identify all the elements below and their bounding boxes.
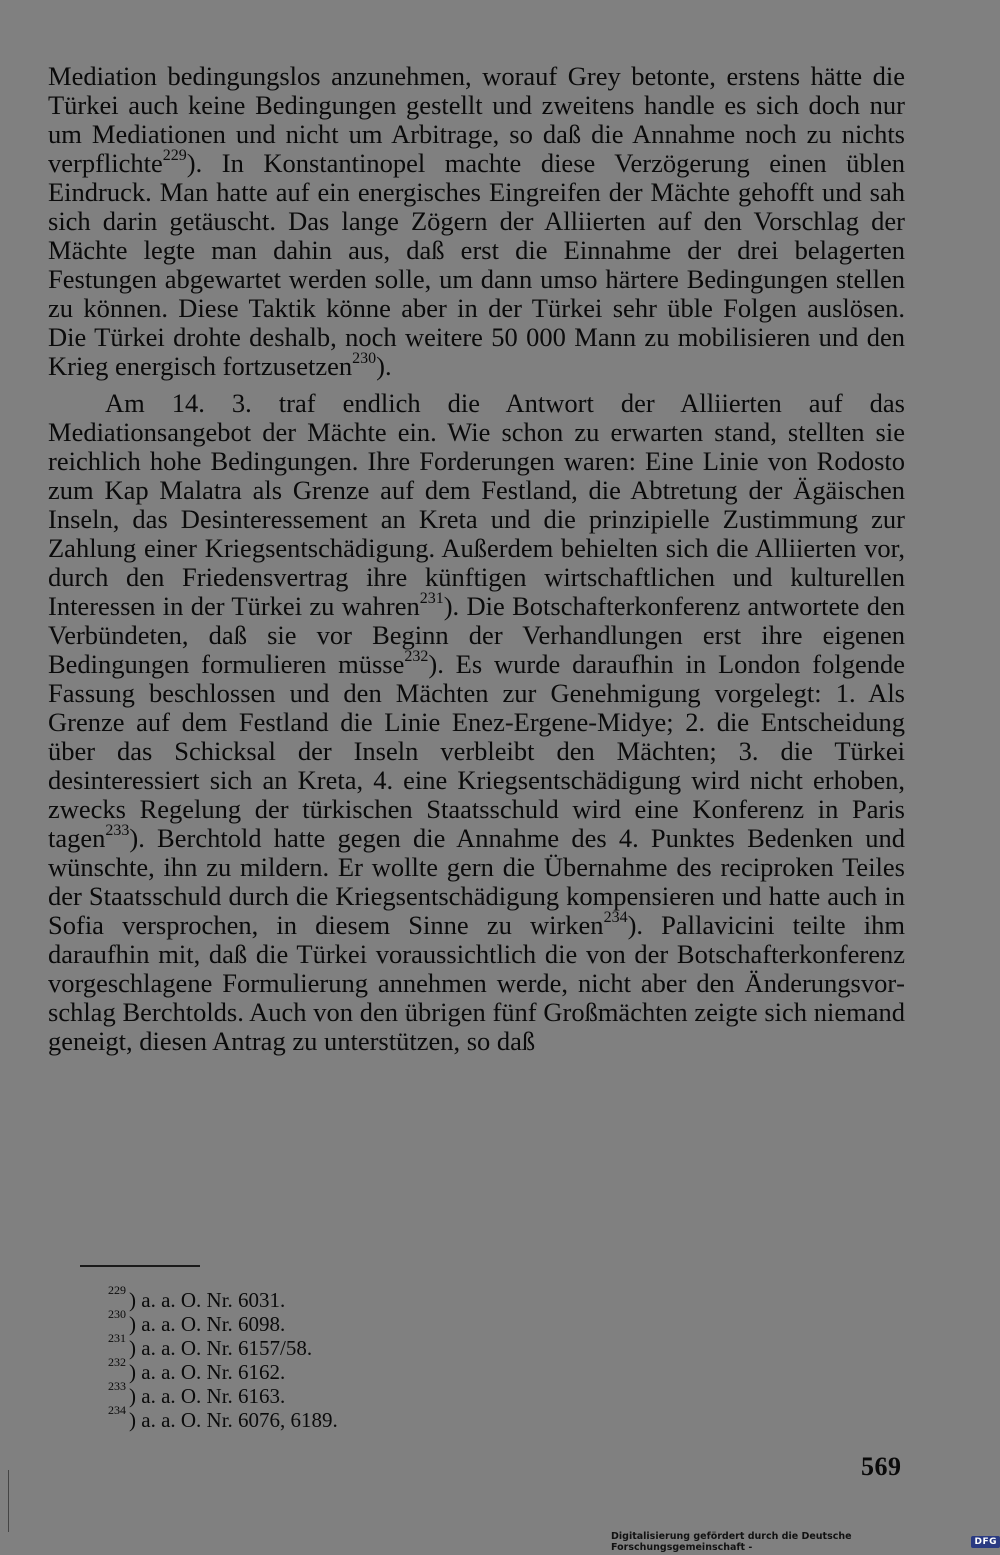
footnote-reference: 234 — [603, 909, 628, 927]
footnote-separator — [80, 1265, 200, 1267]
footnote-list — [108, 1283, 338, 1432]
footnote-number: 231 — [108, 1331, 126, 1345]
footnote-reference: 231 — [419, 590, 444, 608]
footnote-text: ) a. a. O. Nr. 6157/58. — [129, 1336, 313, 1360]
footnote-reference: 233 — [105, 822, 130, 840]
footnote-number: 232 — [108, 1355, 126, 1369]
footnote-number: 234 — [108, 1403, 126, 1417]
dfg-logo-icon: DFG — [971, 1536, 1000, 1548]
page-number: 569 — [861, 1452, 902, 1481]
text-run: Mediation bedingungslos anzunehmen, worauf Grey betonte, erstens hätte die Türkei auch keine Bedingungen gestellt und zweitens handle es sich doch nur um Mediationen und nicht um Arbitrage, so daß die Annahme noch zu nichts verpflichte — [48, 61, 905, 178]
footnote-reference: 230 — [352, 350, 377, 368]
footnote-item — [108, 1355, 338, 1384]
footnote-item — [108, 1331, 338, 1360]
text-run: ). Pallavicini teilte ihm daraufhin mit, daß die Türkei voraussichtlich die von der Botschafterkonferenz vorgeschlagene Formulierung annehmen werde, nicht aber den Änderungsvorschlag Berchtolds. Auch von den übrigen fünf Großmächten zeigte sich niemand geneigt, diesen Antrag zu unterstützen, so daß — [48, 910, 905, 1056]
footnote-item — [108, 1283, 338, 1312]
text-run: ). In Konstantinopel machte diese Verzögerung einen üblen Eindruck. Man hatte auf ein energisches Eingreifen der Mächte gehofft und sah sich darin getäuscht. Das lange Zögern der Alliierten auf den Vorschlag der Mächte legte man dahin aus, daß erst die Einnahme der drei belagerten Festungen abgewartet werden solle, um dann umso härtere Bedingungen stellen zu können. Diese Taktik könne aber in der Türkei sehr üble Folgen auslösen. Die Türkei drohte deshalb, noch weitere 50 000 Mann zu mobilisieren und den Krieg energisch fortzusetzen — [48, 148, 905, 381]
footnote-text: ) a. a. O. Nr. 6163. — [129, 1384, 286, 1408]
scan-edge-line — [8, 1470, 9, 1532]
footnote-text: ) a. a. O. Nr. 6076, 6189. — [129, 1408, 338, 1432]
text-run: ). Es wurde daraufhin in London folgende Fassung beschlossen und den Mächten zur Genehmigung vorgelegt: 1. Als Grenze auf dem Festland die Linie Enez-Ergene-Midye; 2. die Entscheidung über das Schicksal der Inseln verbleibt den Mächten; 3. die Türkei desinteressiert sich an Kreta, 4. eine Kriegsentschädigung wird nicht erhoben, zwecks Regelung der türkischen Staatsschuld wird eine Konferenz in Paris tagen — [48, 649, 905, 853]
credit-text: Digitalisierung gefördert durch die Deutsche Forschungsgemeinschaft - — [611, 1531, 852, 1553]
text-run: ). Berchtold hatte gegen die Annahme des 4. Punktes Bedenken und wünschte, ihn zu mildern. Er wollte gern die Übernahme des reciproken Teiles der Staatsschuld durch die Kriegsentschädigung kompensieren und hatte auch in Sofia versprochen, in diesem Sinne zu wirken — [48, 823, 905, 940]
footnote-item — [108, 1403, 338, 1432]
text-run: ). — [376, 351, 392, 381]
footnote-number: 233 — [108, 1379, 126, 1393]
digitization-credit — [611, 1533, 1000, 1551]
text-run: ). Die Botschafterkonferenz antwortete den Verbündeten, daß sie vor Beginn der Verhandlungen erst ihre eigenen Bedingungen formulieren müsse — [48, 591, 905, 679]
footnote-item — [108, 1307, 338, 1336]
footnote-item — [108, 1379, 338, 1408]
paragraph-1 — [48, 62, 905, 381]
footnote-text: ) a. a. O. Nr. 6098. — [129, 1312, 286, 1336]
footnote-reference: 229 — [162, 147, 187, 165]
paragraph-2 — [48, 389, 905, 1056]
page-body — [48, 62, 905, 1056]
footnote-text: ) a. a. O. Nr. 6162. — [129, 1360, 286, 1384]
text-run: Am 14. 3. traf endlich die Antwort der Alliierten auf das Mediationsangebot der Mächte ein. Wie schon zu erwarten stand, stellten sie reichlich hohe Bedingungen. Ihre Forderungen waren: Eine Linie von Rodosto zum Kap Malatra als Grenze auf dem Festland, die Abtretung der Ägäischen Inseln, das Desinteressement an Kreta und die prinzipielle Zustimmung zur Zahlung einer Kriegsentschädigung. Außerdem behielten sich die Alliierten vor, durch den Friedensvertrag ihre künftigen wirtschaftlichen und kulturellen Interessen in der Türkei zu wahren — [48, 388, 905, 621]
footnote-reference: 232 — [404, 648, 429, 666]
footnote-number: 229 — [108, 1283, 126, 1297]
footnote-text: ) a. a. O. Nr. 6031. — [129, 1288, 286, 1312]
footnote-number: 230 — [108, 1307, 126, 1321]
